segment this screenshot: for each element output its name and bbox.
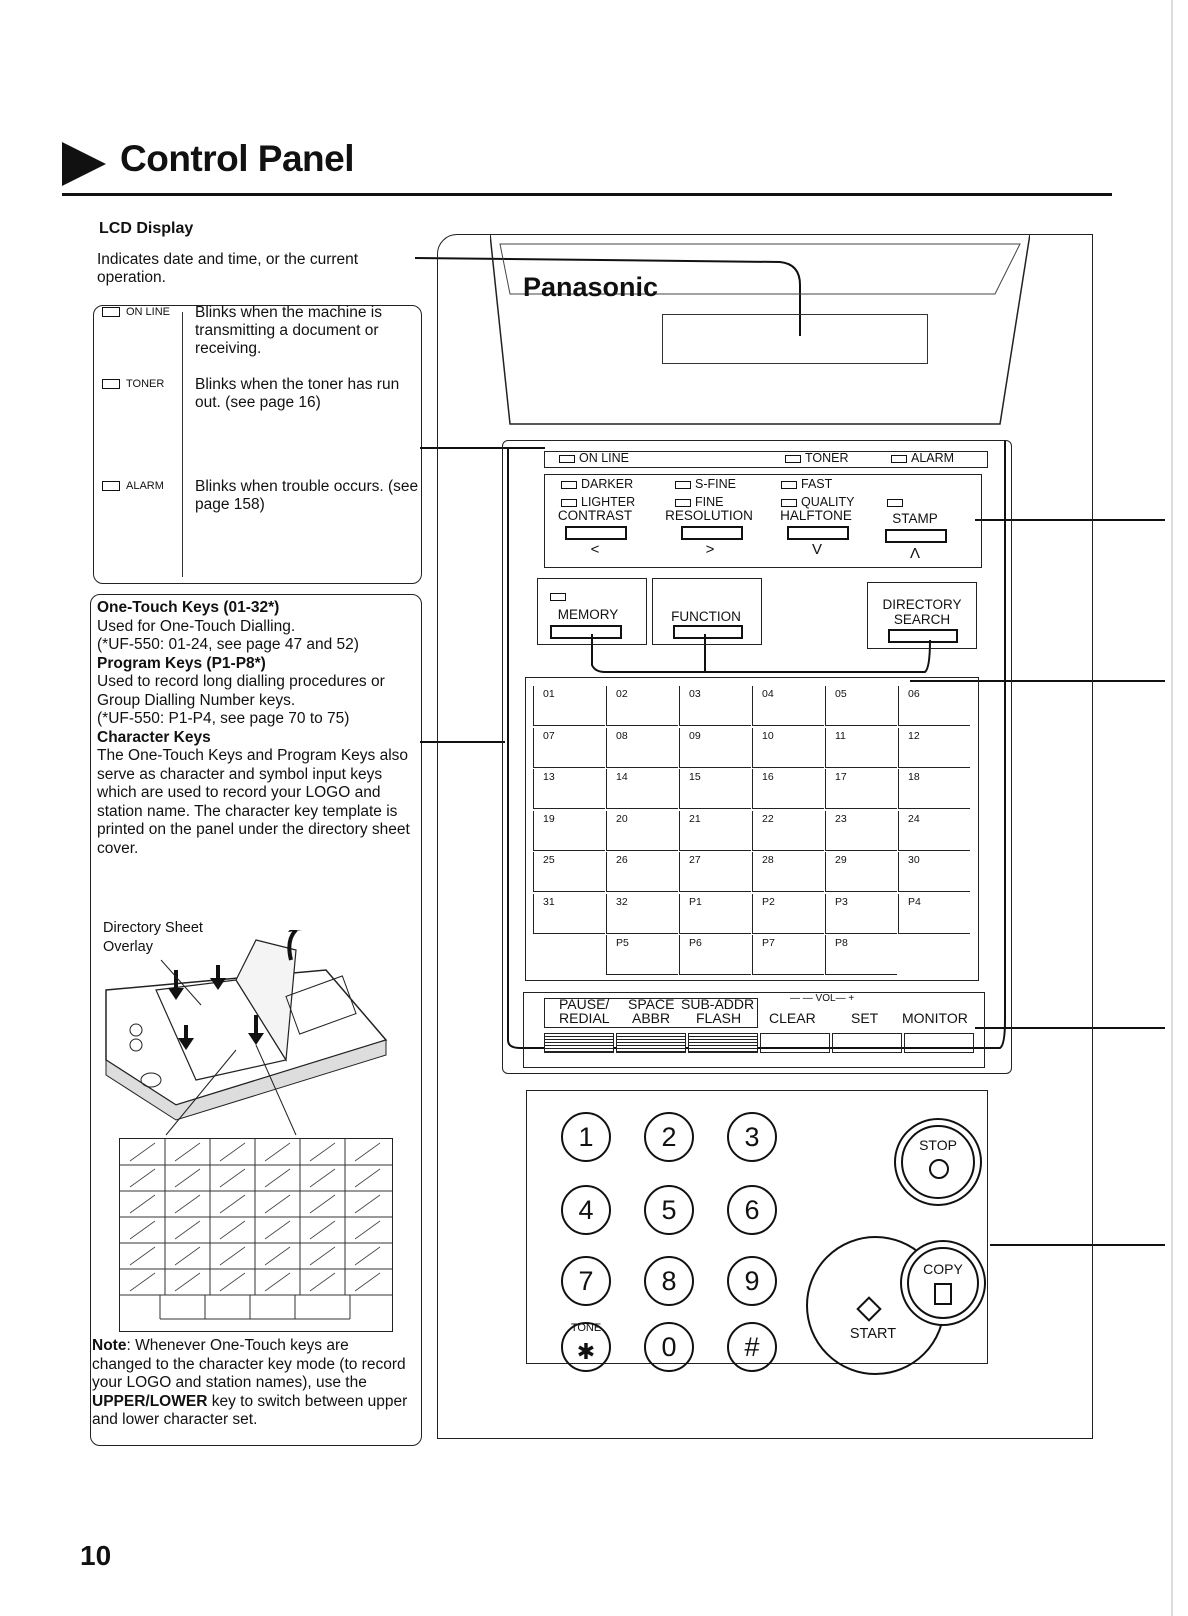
one-touch-key-number: 03 — [689, 688, 701, 700]
monitor-button[interactable] — [904, 1033, 974, 1053]
note-key: UPPER/LOWER — [92, 1392, 208, 1410]
start-diamond-icon — [856, 1296, 881, 1321]
sfine-indicator — [675, 477, 736, 491]
one-touch-key[interactable] — [679, 894, 751, 934]
copy-label: COPY — [923, 1261, 963, 1277]
one-touch-key[interactable] — [825, 686, 897, 726]
one-touch-key[interactable] — [533, 686, 605, 726]
one-touch-key[interactable] — [679, 935, 751, 975]
one-touch-key-number: 28 — [762, 854, 774, 866]
program-note: (*UF-550: P1-P4, see page 70 to 75) — [97, 710, 350, 727]
one-touch-key-number: 11 — [835, 729, 846, 742]
stop-button[interactable] — [901, 1125, 975, 1199]
lcd-heading: LCD Display — [99, 220, 194, 237]
one-touch-key-number: P1 — [689, 895, 702, 908]
led-icon — [675, 481, 691, 489]
status-row — [544, 451, 988, 468]
status-label: TONER — [805, 451, 849, 465]
keypad-4[interactable]: 4 — [561, 1185, 611, 1235]
one-touch-key[interactable] — [752, 728, 824, 768]
led-icon — [561, 481, 577, 489]
star-label: ✱ — [576, 1339, 596, 1364]
abbr-label: ABBR — [632, 1010, 671, 1026]
one-touch-key[interactable] — [606, 811, 678, 851]
redial-label: REDIAL — [559, 1010, 610, 1026]
stop-label: STOP — [919, 1137, 957, 1153]
one-touch-key[interactable] — [752, 686, 824, 726]
keypad-8[interactable]: 8 — [644, 1256, 694, 1306]
one-touch-key-number: 21 — [689, 812, 701, 825]
one-touch-key-number: 12 — [908, 729, 920, 742]
stamp-button[interactable] — [885, 529, 947, 543]
one-touch-key[interactable] — [679, 852, 751, 892]
one-touch-key-number: 02 — [616, 688, 628, 700]
one-touch-key-number: P5 — [616, 937, 629, 949]
quality-indicator — [781, 495, 855, 509]
copy-doc-icon — [934, 1283, 952, 1305]
program-heading: Program Keys (P1-P8*) — [97, 654, 266, 672]
one-touch-key-number: 05 — [835, 688, 847, 700]
one-touch-key[interactable] — [898, 852, 970, 892]
one-touch-key[interactable] — [533, 811, 605, 851]
page-title: Control Panel — [120, 138, 355, 179]
monitor-label: MONITOR — [902, 1010, 968, 1026]
halftone-button[interactable] — [787, 526, 849, 540]
one-touch-note: (*UF-550: 01-24, see page 47 and 52) — [97, 636, 359, 653]
led-icon — [561, 499, 577, 507]
one-touch-key[interactable] — [679, 811, 751, 851]
led-icon — [675, 499, 691, 507]
one-touch-key[interactable] — [825, 935, 897, 975]
one-touch-key-number: 16 — [762, 771, 774, 783]
led-icon — [550, 593, 566, 601]
one-touch-key-number: P6 — [689, 937, 702, 949]
indicator-label: TONER — [126, 378, 165, 390]
one-touch-key-number: 10 — [762, 729, 774, 742]
one-touch-key[interactable] — [898, 894, 970, 934]
one-touch-key-number: 04 — [762, 688, 774, 700]
one-touch-key-number: P2 — [762, 895, 775, 908]
led-icon — [785, 455, 801, 463]
indicator-label: FINE — [695, 495, 724, 509]
one-touch-key-number: 01 — [543, 688, 555, 700]
one-touch-key[interactable] — [752, 894, 824, 934]
function-label: FUNCTION — [671, 609, 741, 624]
lighter-indicator — [561, 495, 635, 509]
one-touch-keys — [533, 686, 973, 976]
one-touch-key-number: 32 — [616, 895, 628, 908]
stamp-label: STAMP — [892, 511, 938, 526]
start-label: START — [849, 1326, 897, 1342]
note-text-2: key to switch between upper and lower character set. — [92, 1392, 408, 1428]
set-label: SET — [851, 1010, 879, 1026]
one-touch-key-number: 23 — [835, 812, 847, 825]
resolution-button[interactable] — [681, 526, 743, 540]
left-arrow-label: < — [590, 541, 600, 558]
one-touch-key-number: 30 — [908, 854, 920, 866]
one-touch-key-number: 14 — [616, 771, 628, 783]
one-touch-key[interactable] — [825, 811, 897, 851]
one-touch-key-number: P3 — [835, 895, 848, 908]
one-touch-key[interactable] — [825, 728, 897, 768]
keypad-5[interactable]: 5 — [644, 1185, 694, 1235]
one-touch-key[interactable] — [533, 728, 605, 768]
led-icon — [887, 499, 903, 507]
directory-label-1: DIRECTORY — [882, 597, 962, 612]
led-icon — [781, 481, 797, 489]
led-icon — [781, 499, 797, 507]
status-online — [559, 451, 629, 465]
status-label: ALARM — [911, 451, 955, 465]
one-touch-key-number: 07 — [543, 729, 555, 742]
tone-label: TONE — [570, 1322, 602, 1334]
stop-icon — [929, 1159, 949, 1179]
one-touch-key-number: 13 — [543, 771, 555, 783]
memory-indicator — [550, 589, 570, 603]
pause-label: PAUSE/ — [559, 996, 610, 1012]
resolution-label: RESOLUTION — [665, 508, 753, 523]
one-touch-text: Used for One-Touch Dialling. — [97, 617, 296, 635]
keypad-2[interactable]: 2 — [644, 1112, 694, 1162]
one-touch-key[interactable] — [898, 728, 970, 768]
one-touch-key-number: 27 — [689, 854, 701, 866]
clear-label: CLEAR — [769, 1010, 816, 1026]
indicator-label: DARKER — [581, 477, 634, 491]
one-touch-key-number: 22 — [762, 812, 774, 825]
indicator-text: Blinks when trouble occurs. (see page 158) — [195, 478, 419, 513]
flash-label: FLASH — [696, 1010, 742, 1026]
function-key-box — [652, 578, 762, 645]
contrast-label: CONTRAST — [557, 508, 633, 523]
status-label: ON LINE — [579, 451, 630, 465]
sub-addr-label: SUB-ADDR — [681, 996, 755, 1012]
status-toner — [785, 451, 849, 465]
indicator-text: Blinks when the machine is transmitting a document or receiving. — [195, 304, 382, 357]
character-heading: Character Keys — [97, 728, 211, 746]
indicator-label: LIGHTER — [581, 495, 636, 509]
pause-redial-button[interactable] — [544, 1033, 614, 1053]
one-touch-key-number: 26 — [616, 854, 628, 866]
one-touch-key[interactable] — [898, 769, 970, 809]
one-touch-key[interactable] — [679, 686, 751, 726]
one-touch-key-number: P7 — [762, 937, 775, 949]
one-touch-key[interactable] — [752, 852, 824, 892]
halftone-label: HALFTONE — [780, 508, 852, 523]
led-icon — [559, 455, 575, 463]
keypad-7[interactable]: 7 — [561, 1256, 611, 1306]
keypad-3[interactable]: 3 — [727, 1112, 777, 1162]
one-touch-key[interactable] — [898, 686, 970, 726]
one-touch-key-number: 29 — [835, 854, 847, 866]
lcd-description: Indicates date and time, or the current operation. — [97, 251, 359, 286]
space-label: SPACE — [628, 996, 675, 1012]
keypad-1[interactable]: 1 — [561, 1112, 611, 1162]
memory-label: MEMORY — [557, 607, 619, 622]
one-touch-key-number: 20 — [616, 812, 628, 825]
indicator-label: ON LINE — [126, 306, 171, 318]
function-key-group — [544, 474, 982, 568]
bottom-key-group — [523, 992, 985, 1068]
keypad-9[interactable]: 9 — [727, 1256, 777, 1306]
one-touch-key-number: P4 — [908, 895, 921, 908]
clear-button[interactable] — [760, 1033, 830, 1053]
one-touch-key[interactable] — [825, 894, 897, 934]
one-touch-key[interactable] — [533, 769, 605, 809]
vol-label: — — VOL— + — [790, 993, 855, 1004]
one-touch-key-number: 24 — [908, 812, 920, 825]
one-touch-key[interactable] — [606, 935, 678, 975]
one-touch-key[interactable] — [679, 728, 751, 768]
space-abbr-button[interactable] — [616, 1033, 686, 1053]
one-touch-key-number: 18 — [908, 771, 920, 783]
indicator-label: ALARM — [126, 480, 164, 492]
one-touch-key[interactable] — [752, 811, 824, 851]
one-touch-key[interactable] — [752, 935, 824, 975]
indicator-label: FAST — [801, 477, 833, 491]
directory-key-box — [867, 582, 977, 649]
one-touch-key[interactable] — [825, 852, 897, 892]
directory-sheet-label: Directory Sheet Overlay — [103, 920, 203, 955]
one-touch-key[interactable] — [898, 811, 970, 851]
one-touch-key[interactable] — [606, 894, 678, 934]
keypad-hash[interactable]: # — [727, 1322, 777, 1372]
one-touch-heading: One-Touch Keys (01-32*) — [97, 599, 280, 616]
copy-button[interactable] — [907, 1247, 979, 1319]
one-touch-key[interactable] — [606, 769, 678, 809]
down-arrow-label: V — [811, 541, 822, 558]
indicator-label: QUALITY — [801, 495, 855, 509]
memory-key-box — [537, 578, 647, 645]
status-alarm — [891, 451, 954, 465]
one-touch-key-number: 06 — [908, 688, 920, 700]
one-touch-key-number: 17 — [835, 771, 847, 783]
indicator-label: S-FINE — [695, 477, 736, 491]
keypad-6[interactable]: 6 — [727, 1185, 777, 1235]
directory-label-2: SEARCH — [893, 612, 951, 627]
one-touch-key[interactable] — [533, 894, 605, 934]
led-icon — [891, 455, 907, 463]
memory-button[interactable] — [550, 625, 622, 639]
one-touch-key-number: 15 — [689, 771, 701, 783]
one-touch-key[interactable] — [679, 769, 751, 809]
set-button[interactable] — [832, 1033, 902, 1053]
one-touch-key-number: 31 — [543, 895, 555, 908]
one-touch-key-number: 09 — [689, 729, 701, 742]
page-number: 10 — [80, 1540, 112, 1571]
one-touch-key[interactable] — [825, 769, 897, 809]
one-touch-key[interactable] — [606, 728, 678, 768]
note-text-1: : Whenever One-Touch keys are changed to the character key mode (to record your LOGO and station names), use the — [92, 1337, 406, 1391]
one-touch-key[interactable] — [606, 852, 678, 892]
character-text: The One-Touch Keys and Program Keys also serve as character and symbol input keys which are used to record your LOGO and station name. The character key template is printed on the panel under the directory sheet cover. — [97, 747, 410, 857]
keypad-0[interactable]: 0 — [644, 1322, 694, 1372]
one-touch-key[interactable] — [606, 686, 678, 726]
stamp-indicator — [887, 495, 907, 509]
one-touch-key-number: 19 — [543, 812, 555, 825]
contrast-button[interactable] — [565, 526, 627, 540]
function-button[interactable] — [673, 625, 743, 639]
one-touch-key[interactable] — [533, 852, 605, 892]
darker-indicator — [561, 477, 633, 491]
fine-indicator — [675, 495, 723, 509]
directory-search-button[interactable] — [888, 629, 958, 643]
one-touch-key[interactable] — [752, 769, 824, 809]
program-text: Used to record long dialling procedures or Group Dialling Number keys. — [97, 673, 385, 709]
sub-addr-flash-button[interactable] — [688, 1033, 758, 1053]
panasonic-logo: Panasonic — [523, 272, 659, 302]
note-prefix: Note — [92, 1337, 127, 1354]
indicator-text: Blinks when the toner has run out. (see page 16) — [195, 376, 400, 411]
right-arrow-label: > — [705, 541, 715, 558]
one-touch-key-number: 25 — [543, 854, 555, 866]
lcd-screen — [662, 314, 928, 364]
up-arrow-label: Λ — [909, 545, 921, 562]
one-touch-key-number: 08 — [616, 729, 628, 742]
one-touch-key-number: P8 — [835, 937, 848, 949]
fast-indicator — [781, 477, 832, 491]
